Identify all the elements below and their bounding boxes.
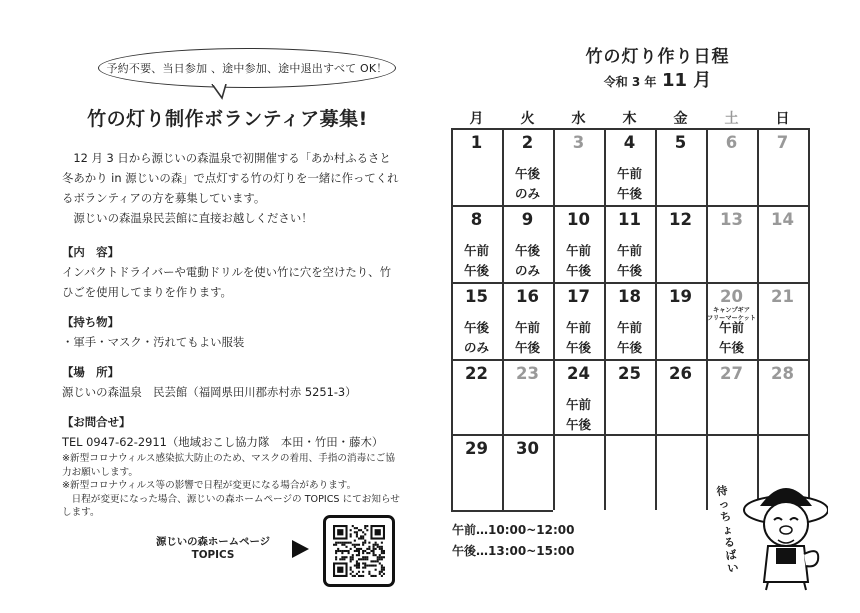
mascot-illustration: [738, 462, 828, 592]
grid-line: [451, 434, 808, 436]
day-number: 6: [725, 133, 738, 152]
calendar-day-cell: [502, 434, 553, 510]
day-number: 8: [470, 210, 483, 229]
time-slot-label: 午前: [463, 243, 489, 258]
time-slot-label: 午後: [565, 417, 591, 432]
day-number: 29: [465, 439, 488, 458]
weekday-header: 日: [775, 111, 790, 127]
calendar-day-cell: [655, 359, 706, 434]
time-slot-label: 午前: [718, 320, 744, 335]
grid-line: [706, 128, 708, 510]
calendar-day-cell: [451, 434, 502, 510]
calendar-day-cell: [451, 359, 502, 434]
time-legend: [452, 520, 574, 562]
day-number: 23: [516, 364, 539, 383]
day-number: 13: [720, 210, 743, 229]
day-number: 26: [669, 364, 692, 383]
day-number: 2: [521, 133, 534, 152]
weekday-header: 火: [520, 111, 535, 127]
day-number: 11: [618, 210, 641, 229]
section-heading: 【お問合せ】: [62, 415, 131, 429]
time-slot-label: 午後: [463, 263, 489, 278]
grid-line: [451, 282, 808, 284]
qr-label-line1: 源じいの森ホームページ: [155, 536, 271, 548]
section-body: インパクトドライバーや電動ドリルを使い竹に穴を空けたり、竹ひごを使用してまりを作ります。: [62, 265, 391, 299]
time-slot-label: のみ: [463, 340, 489, 355]
calendar-day-cell: [706, 359, 757, 434]
calendar-era: 令和 3 年: [603, 75, 657, 89]
calendar-day-cell: [604, 359, 655, 434]
day-number: 10: [567, 210, 590, 229]
note-line: ※新型コロナウィルス感染拡大防止のため、マスクの着用、手指の消毒にご協力お願いします。: [62, 453, 395, 478]
calendar-day-cell: [553, 282, 604, 359]
day-number: 24: [567, 364, 590, 383]
day-number: 25: [618, 364, 641, 383]
time-slot-label: 午前: [616, 320, 642, 335]
time-slot-label: 午後: [514, 340, 540, 355]
calendar-day-cell: [604, 128, 655, 205]
time-slot-label: 午前: [565, 397, 591, 412]
day-number: 3: [572, 133, 585, 152]
grid-line: [553, 128, 555, 510]
legend-morning: 午前…10:00~12:00: [452, 523, 575, 537]
day-number: 20: [720, 287, 743, 306]
calendar-title: 竹の灯り作り日程: [585, 47, 730, 67]
calendar-day-cell: [706, 282, 757, 359]
intro-paragraph: 源じいの森温泉民芸館に直接お越しください！: [62, 211, 313, 225]
intro-paragraph: 12 月 3 日から源じいの森温泉で初開催する「あか村ふるさと冬あかり in 源じいの森」で点灯する竹の灯りを一緒に作ってくれるボランティアの方を募集しています。: [62, 151, 399, 205]
section-heading: 【持ち物】: [62, 315, 119, 329]
calendar-day-cell: [604, 282, 655, 359]
grid-line: [604, 128, 606, 510]
calendar-day-cell: [451, 282, 502, 359]
calendar-day-cell: [451, 205, 502, 282]
time-slot-label: 午後: [565, 340, 591, 355]
calendar-day-cell: [655, 128, 706, 205]
time-slot-label: 午前: [616, 243, 642, 258]
section-heading: 【内 容】: [62, 245, 119, 259]
time-slot-label: 午前: [514, 320, 540, 335]
section-body: ・軍手・マスク・汚れてもよい服装: [62, 335, 245, 349]
grid-line: [451, 128, 453, 510]
day-number: 28: [771, 364, 794, 383]
calendar-day-cell: [553, 359, 604, 434]
calendar-day-cell: [553, 128, 604, 205]
weekday-header: 土: [724, 111, 739, 127]
grid-line: [502, 128, 504, 510]
day-number: 16: [516, 287, 539, 306]
day-number: 4: [623, 133, 636, 152]
calendar-day-cell: [502, 282, 553, 359]
mascot-speech: 待っちょるばい: [715, 483, 740, 576]
section-heading: 【場 所】: [62, 365, 119, 379]
grid-line: [655, 128, 657, 510]
day-number: 14: [771, 210, 794, 229]
grid-line: [808, 128, 810, 510]
time-slot-label: 午前: [616, 166, 642, 181]
time-slot-label: 午後: [616, 263, 642, 278]
time-slot-label: のみ: [514, 263, 540, 278]
day-number: 5: [674, 133, 687, 152]
calendar-day-cell: [757, 282, 808, 359]
bubble-text: 予約不要、当日参加 、途中参加、途中退出すべて OK！: [106, 62, 388, 75]
day-number: 15: [465, 287, 488, 306]
day-number: 7: [776, 133, 789, 152]
day-number: 22: [465, 364, 488, 383]
day-number: 17: [567, 287, 590, 306]
calendar-day-cell: [706, 205, 757, 282]
calendar-month: 11 月: [661, 70, 712, 91]
calendar-day-cell: [502, 128, 553, 205]
note-line: 日程が変更になった場合、源じいの森ホームページの TOPICS にてお知らせします。: [62, 493, 400, 518]
weekday-header: 金: [673, 111, 688, 127]
day-number: 30: [516, 439, 539, 458]
time-slot-label: 午後: [565, 263, 591, 278]
calendar-day-cell: [757, 128, 808, 205]
calendar-day-cell: [757, 359, 808, 434]
day-number: 21: [771, 287, 794, 306]
day-number: 1: [470, 133, 483, 152]
weekday-header: 木: [622, 111, 637, 127]
grid-line: [451, 359, 808, 361]
qr-label-line2: TOPICS: [191, 549, 235, 561]
time-slot-label: 午後: [514, 243, 540, 258]
note-line: ※新型コロナウィルス等の影響で日程が変更になる場合があります。: [62, 480, 357, 491]
grid-line: [451, 510, 553, 512]
calendar-day-cell: [502, 205, 553, 282]
time-slot-label: 午後: [514, 166, 540, 181]
grid-line: [451, 128, 808, 130]
grid-line: [451, 205, 808, 207]
calendar-day-cell: [655, 205, 706, 282]
day-number: 9: [521, 210, 534, 229]
day-number: 27: [720, 364, 743, 383]
time-slot-label: 午後: [718, 340, 744, 355]
grid-line: [757, 128, 759, 510]
calendar-day-cell: [655, 282, 706, 359]
time-slot-label: 午後: [616, 186, 642, 201]
time-slot-label: 午後: [616, 340, 642, 355]
time-slot-label: 午前: [565, 320, 591, 335]
calendar-day-cell: [757, 205, 808, 282]
calendar-day-cell: [451, 128, 502, 205]
time-slot-label: 午前: [565, 243, 591, 258]
day-number: 19: [669, 287, 692, 306]
event-label: キャンプギア フリーマーケット: [707, 307, 756, 322]
day-number: 12: [669, 210, 692, 229]
legend-afternoon: 午後…13:00~15:00: [452, 544, 575, 558]
time-slot-label: 午後: [463, 320, 489, 335]
weekday-header: 月: [469, 111, 484, 127]
calendar-day-cell: [553, 205, 604, 282]
time-slot-label: のみ: [514, 186, 540, 201]
calendar-day-cell: [604, 205, 655, 282]
weekday-header: 水: [571, 111, 586, 127]
section-body: 源じいの森温泉 民芸館（福岡県田川郡赤村赤 5251-3）: [62, 385, 357, 399]
calendar-day-cell: [706, 128, 757, 205]
main-title: 竹の灯り制作ボランティア募集!: [87, 108, 368, 130]
day-number: 18: [618, 287, 641, 306]
calendar-day-cell: [502, 359, 553, 434]
section-body: TEL 0947-62-2911（地域おこし協力隊 本田・竹田・藤木）: [62, 435, 384, 449]
